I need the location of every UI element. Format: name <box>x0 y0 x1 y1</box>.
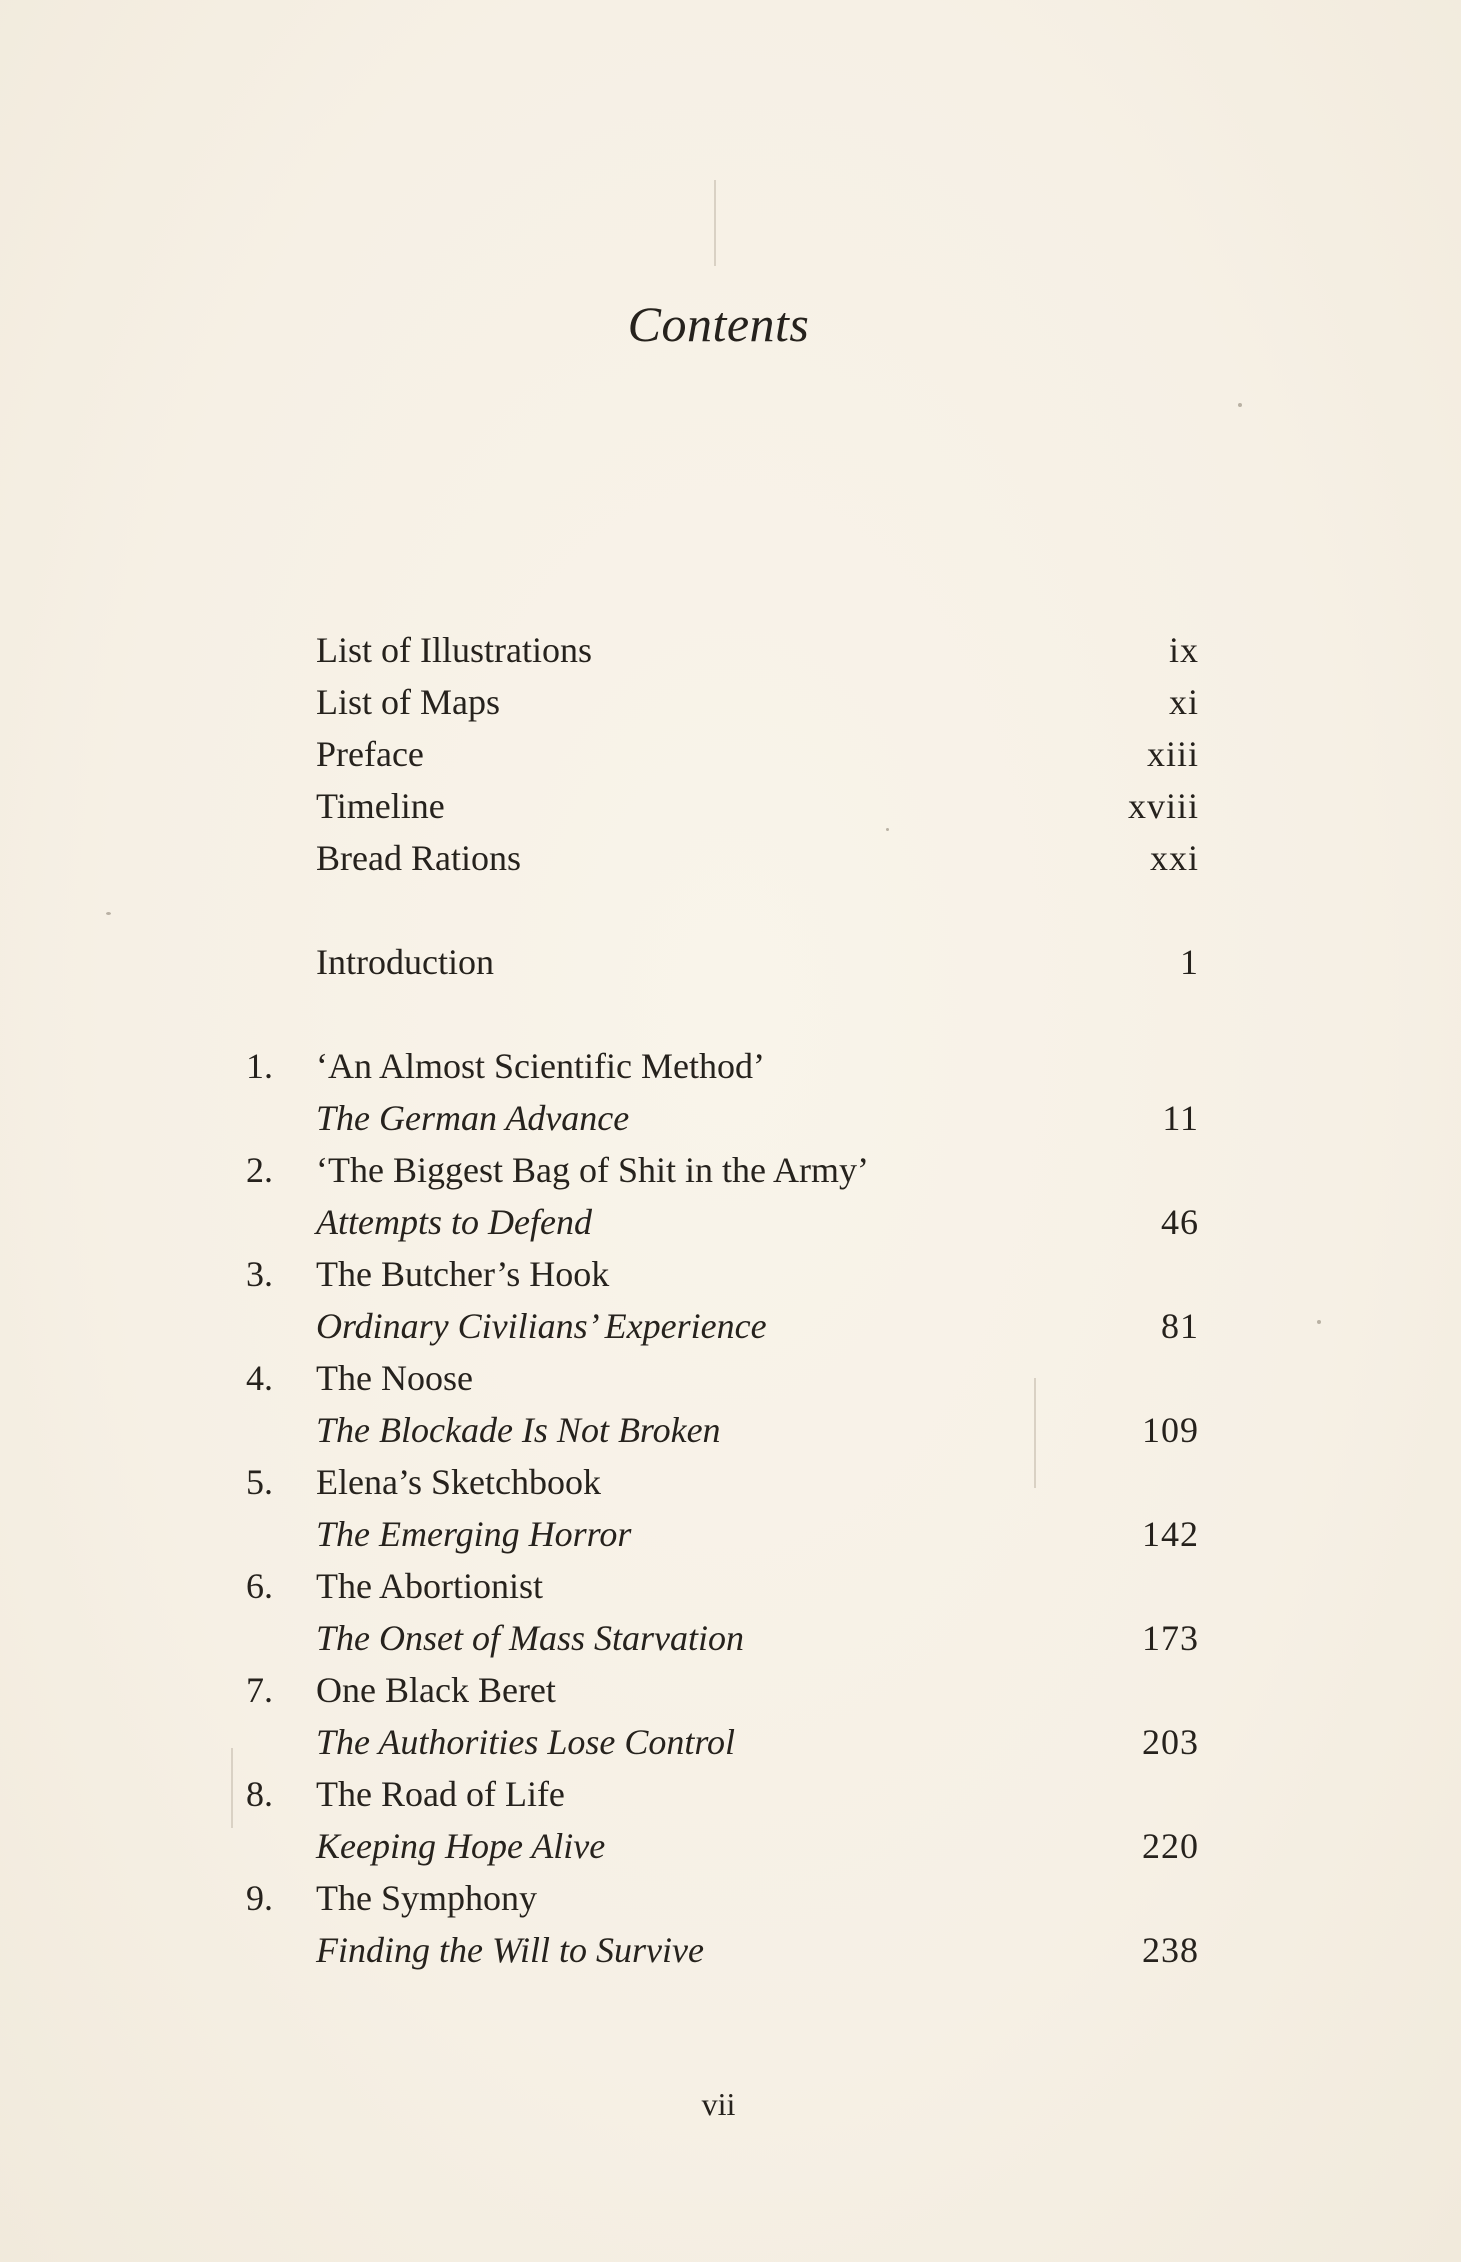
chapter-page: 238 <box>1142 1930 1199 1970</box>
chapter-page: 46 <box>1161 1202 1199 1242</box>
chapter-page: 203 <box>1142 1722 1199 1762</box>
chapter-subtitle: Keeping Hope Alive <box>316 1826 606 1866</box>
chapter-page: 142 <box>1142 1514 1199 1554</box>
chapter-3-title-row <box>0 1248 1461 1300</box>
chapter-subtitle: Attempts to Defend <box>316 1202 592 1242</box>
chapter-6-subtitle-row <box>0 1612 1461 1664</box>
chapter-2-title-row <box>0 1144 1461 1196</box>
chapter-4-title-row <box>0 1352 1461 1404</box>
chapter-number: 9. <box>246 1878 273 1918</box>
chapter-subtitle: The German Advance <box>316 1098 630 1138</box>
toc-entry-title: Timeline <box>316 786 445 826</box>
toc-entry-page: xi <box>1168 682 1199 722</box>
chapter-1-subtitle-row <box>0 1092 1461 1144</box>
chapter-9-title-row <box>0 1872 1461 1924</box>
chapter-9-subtitle-row <box>0 1924 1461 1976</box>
chapter-number: 1. <box>246 1046 273 1086</box>
chapter-page: 220 <box>1142 1826 1199 1866</box>
chapter-8-subtitle-row <box>0 1820 1461 1872</box>
chapter-title: Elena’s Sketchbook <box>316 1462 601 1502</box>
chapter-title: The Butcher’s Hook <box>316 1254 610 1294</box>
page-number: vii <box>701 2086 736 2122</box>
chapter-subtitle: The Authorities Lose Control <box>316 1722 736 1762</box>
toc-entry-preface <box>0 728 1461 780</box>
toc-entry-bread-rations <box>0 832 1461 884</box>
chapter-6-title-row <box>0 1560 1461 1612</box>
toc-entry-timeline <box>0 780 1461 832</box>
chapter-title: The Noose <box>316 1358 473 1398</box>
toc-entry-page: xxi <box>1149 838 1199 878</box>
chapter-page: 173 <box>1142 1618 1199 1658</box>
chapter-number: 7. <box>246 1670 273 1710</box>
chapter-title: The Road of Life <box>316 1774 565 1814</box>
chapter-2-subtitle-row <box>0 1196 1461 1248</box>
chapter-number: 6. <box>246 1566 273 1606</box>
chapter-5-subtitle-row <box>0 1508 1461 1560</box>
chapter-page: 81 <box>1161 1306 1199 1346</box>
toc-entry-title: Bread Rations <box>316 838 521 878</box>
chapter-subtitle: Ordinary Civilians’ Experience <box>316 1306 767 1346</box>
chapter-1-title-row <box>0 1040 1461 1092</box>
chapter-7-subtitle-row <box>0 1716 1461 1768</box>
chapter-title: ‘The Biggest Bag of Shit in the Army’ <box>316 1150 869 1190</box>
chapter-title: The Abortionist <box>316 1566 543 1606</box>
toc-entry-title: Preface <box>316 734 424 774</box>
toc-entry-page: xiii <box>1146 734 1199 774</box>
chapter-subtitle: The Emerging Horror <box>316 1514 632 1554</box>
toc-entry-title: List of Illustrations <box>316 630 592 670</box>
chapter-title: ‘An Almost Scientific Method’ <box>316 1046 765 1086</box>
toc-entry-page: ix <box>1168 630 1199 670</box>
toc-entry-title: List of Maps <box>316 682 500 722</box>
chapter-number: 8. <box>246 1774 273 1814</box>
toc-entry-list-of-illustrations <box>0 624 1461 676</box>
chapter-number: 3. <box>246 1254 273 1294</box>
chapter-3-subtitle-row <box>0 1300 1461 1352</box>
chapter-7-title-row <box>0 1664 1461 1716</box>
chapter-4-subtitle-row <box>0 1404 1461 1456</box>
chapter-number: 4. <box>246 1358 273 1398</box>
paper-speck <box>106 912 111 915</box>
toc-entry-title: Introduction <box>316 942 494 982</box>
chapter-5-title-row <box>0 1456 1461 1508</box>
chapter-page: 109 <box>1142 1410 1199 1450</box>
chapter-8-title-row <box>0 1768 1461 1820</box>
chapter-title: The Symphony <box>316 1878 537 1918</box>
chapter-subtitle: Finding the Will to Survive <box>316 1930 704 1970</box>
paper-mark <box>714 180 716 266</box>
page-title: Contents <box>627 296 810 352</box>
chapter-title: One Black Beret <box>316 1670 556 1710</box>
chapter-number: 5. <box>246 1462 273 1502</box>
toc-entry-list-of-maps <box>0 676 1461 728</box>
toc-entry-page: 1 <box>1180 942 1199 982</box>
chapter-subtitle: The Onset of Mass Starvation <box>316 1618 744 1658</box>
paper-speck <box>1238 403 1242 407</box>
chapter-number: 2. <box>246 1150 273 1190</box>
chapter-page: 11 <box>1162 1098 1199 1138</box>
chapter-subtitle: The Blockade Is Not Broken <box>316 1410 721 1450</box>
toc-entry-introduction <box>0 936 1461 988</box>
toc-entry-page: xviii <box>1127 786 1199 826</box>
